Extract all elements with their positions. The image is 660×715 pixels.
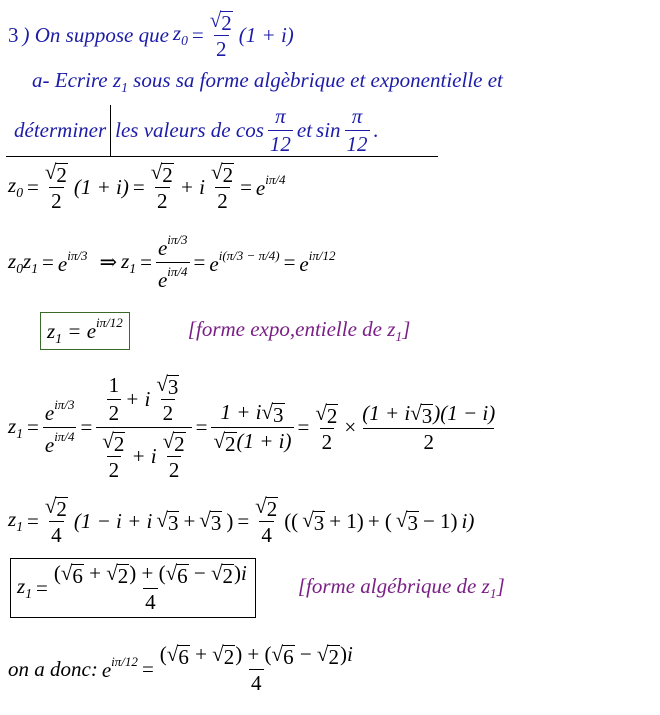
sqrt-arg: 3 (167, 375, 179, 399)
sqrt-arg: 3 (421, 403, 433, 428)
sqrt-arg: 3 (210, 511, 222, 535)
fraction-sqrt2-over-2: √ 2 2 (211, 160, 234, 214)
sqrt-arg: 2 (326, 403, 338, 428)
numerator-part: )(1 − i) (433, 400, 496, 425)
e-base: e (157, 268, 168, 293)
product-fraction: (1 + i √ 3 )(1 − i) 2 (362, 400, 496, 454)
z-var: z (8, 173, 17, 198)
implies-arrow: ⇒ (99, 250, 118, 275)
label-exponential-form: [forme expo,entielle de $z_1$] (187, 317, 411, 344)
period: . (373, 118, 379, 142)
sqrt-arg: 2 (113, 432, 125, 457)
expr-part: − 1) (422, 508, 458, 533)
equation-z1-derivation: $z_0z_1$ = $e^{i\pi/3}$ ⇒ $z_1$ = $e^{i\pi/3}$ $e^{i\pi/4}$ = $e^{i(\pi/3 - \pi/4)}$ = $e^{i\pi/12}$ (8, 232, 336, 293)
result-box-exp: $z_1 = e^{i\pi/12}$ (40, 312, 130, 350)
expr-part: + 1) (329, 508, 364, 533)
one-plus-i: (1 + i) (238, 22, 294, 47)
equation-z1-ratio: $z_1$ = $e^{i\pi/3}$ $e^{i\pi/4}$ = 1 2 + i √ 3 2 √ 2 2 + i √ 2 2 = 1 + i √ 3 √ 2 (1 + i) = √ 2 2 × (1 + i √ 3 )(1 − i) 2 (8, 372, 496, 483)
close-paren: ) (226, 508, 234, 533)
exponent: iπ/4 (54, 429, 75, 445)
e-base: e (299, 252, 309, 277)
sqrt-arg: 6 (177, 564, 188, 588)
expr-part: i) (461, 508, 475, 533)
exponent: iπ/12 (111, 654, 138, 670)
plus-sign: + (183, 508, 196, 533)
denominator: 2 (363, 428, 494, 455)
exponent: iπ/12 (308, 248, 336, 264)
question-text: ) On suppose que (22, 22, 169, 47)
sqrt-arg: 6 (72, 564, 83, 588)
determine-word: déterminer (14, 118, 107, 142)
e-base: e (44, 401, 55, 426)
i-unit: i (144, 386, 151, 411)
label-subscript: 1 (395, 328, 403, 344)
denominator-text: (1 + i) (236, 429, 292, 454)
denominator: 4 (145, 590, 156, 615)
z-subscript: 0 (16, 184, 24, 200)
sqrt-arg: 2 (223, 645, 235, 669)
one-plus-i: (1 + i) (73, 174, 129, 199)
fraction-sqrt2-over-4: √ 2 4 (44, 494, 67, 548)
exponent: iπ/4 (167, 264, 188, 280)
e-base: e (44, 433, 55, 458)
question-number: 3 (8, 22, 19, 47)
denominator: 4 (251, 671, 262, 696)
sqrt-arg: 2 (225, 432, 236, 457)
z-subscript: 1 (16, 425, 24, 441)
pi-symbol: π (275, 104, 286, 128)
denominator: 2 (51, 189, 62, 214)
fraction-sqrt2-over-2: √ 2 2 (150, 160, 173, 214)
exponent: iπ/3 (167, 232, 188, 247)
denominator: 4 (261, 523, 272, 548)
i-unit: i (150, 443, 157, 468)
z-subscript: 1 (16, 518, 24, 534)
twelve: 12 (269, 132, 291, 156)
sqrt-arg: 2 (221, 11, 232, 35)
pi-over-12-sin (345, 104, 370, 157)
z-var: z (17, 574, 26, 599)
exponent: iπ/3 (67, 248, 88, 264)
denominator: 2 (157, 189, 168, 214)
e-base: e (57, 252, 68, 277)
plus-i: + i (179, 174, 206, 199)
sqrt-arg: 2 (56, 497, 67, 521)
equation-z1-expand: $z_1$ = √ 2 4 (1 − i + i √ 3 + √ 3 ) = √ 2 4 (( √ 3 + 1) + ( √ 3 − 1) i) (8, 494, 475, 548)
expr-part: + ( (367, 508, 392, 533)
sqrt-arg: 2 (162, 163, 173, 187)
algebraic-ratio-fraction: 1 2 + i √ 3 2 √ 2 2 + i √ 2 2 (96, 372, 191, 483)
label-subscript: 1 (489, 585, 497, 601)
exponent: i(π/3 − π/4) (218, 248, 280, 264)
sqrt-arg: 2 (328, 645, 339, 669)
denominator: 2 (216, 37, 227, 62)
part-a-line-2 (12, 104, 381, 157)
two: 2 (108, 400, 120, 425)
denominator: 4 (51, 523, 62, 548)
result-box-algebraic: $z_1$ = ( √ 6 + √ 2 ) + ( √ 6 − √ 2 )i 4 (10, 558, 256, 618)
z-var: z (8, 507, 17, 532)
numerator-text: 1 + i (220, 400, 262, 424)
e-base: e (101, 658, 112, 683)
one: 1 (108, 372, 120, 397)
sqrt-arg: 3 (407, 511, 418, 535)
e-base: e (255, 176, 266, 201)
numerator-part: (1 + i (362, 400, 411, 425)
sqrt-arg: 6 (178, 645, 189, 669)
two: 2 (162, 401, 174, 426)
pi-symbol: π (351, 104, 363, 128)
z-subscript: 0 (181, 32, 188, 48)
text-cursor (110, 105, 111, 157)
expr-part: (1 − i + i (73, 508, 153, 533)
z-var: z (47, 319, 56, 344)
sqrt-arg: 3 (167, 511, 179, 535)
equals-sign: = (191, 22, 204, 47)
denominator: 2 (217, 189, 228, 214)
sqrt-arg: 2 (174, 432, 185, 457)
and-word: et (296, 118, 313, 142)
exponent: iπ/4 (265, 172, 286, 188)
open-parens: (( (284, 508, 299, 533)
fraction-sqrt2-over-2: √ 2 2 (315, 400, 338, 454)
separator-line (6, 156, 438, 157)
sqrt-arg: 2 (222, 564, 234, 588)
sqrt-arg: 2 (117, 564, 129, 588)
label-text: forme expo,entielle de z (195, 317, 396, 342)
part-a-prefix: a- Ecrire (32, 68, 113, 92)
sin-word: sin (316, 118, 341, 142)
sqrt-arg: 2 (222, 163, 234, 187)
e-base: e (86, 319, 97, 344)
sqrt-arg: 2 (266, 497, 278, 521)
values-of-cos-text: les valeurs de cos (115, 118, 264, 142)
sqrt-arg: 3 (273, 403, 284, 427)
z-var: z (8, 248, 17, 273)
simplified-fraction: 1 + i √ 3 √ 2 (1 + i) (213, 400, 292, 457)
question-3-statement (6, 8, 296, 62)
conclusion-fraction: ( √ 6 + √ 2 ) + ( √ 6 − √ 2 )i 4 (159, 642, 353, 696)
fraction-sqrt2-over-2: √ 2 2 (209, 8, 232, 62)
label-algebraic-form: [forme algébrique de $z_1$] (297, 574, 505, 601)
two: 2 (168, 458, 180, 483)
z-subscript: 0 (16, 260, 24, 276)
e-base: e (209, 252, 219, 277)
boxed-exponential-form (38, 312, 412, 350)
equation-z0: $z_0$ = √ 2 2 (1 + i) = √ 2 2 + i √ 2 2 = $e^{i\pi/4}$ (8, 160, 286, 214)
sqrt-arg: 2 (56, 163, 67, 187)
exponent: iπ/3 (54, 396, 75, 412)
fraction-sqrt2-over-2: √ 2 2 (44, 160, 67, 214)
z-var: z (23, 248, 32, 273)
z-subscript: 1 (129, 260, 137, 276)
conclusion-text: on a donc: (8, 656, 98, 681)
twelve: 12 (346, 132, 368, 156)
z-var: z (8, 413, 17, 438)
z-subscript: 1 (25, 585, 33, 601)
sqrt-arg: 6 (283, 645, 294, 669)
z1-subscript: 1 (121, 79, 128, 95)
pi-over-12-cos (268, 104, 293, 157)
z-subscript: 1 (55, 330, 63, 346)
exp-ratio-fraction (43, 397, 77, 458)
z-var: z (172, 21, 182, 46)
sqrt-arg: 3 (313, 511, 325, 535)
fraction-sqrt2-over-4: √ 2 4 (255, 494, 278, 548)
boxed-algebraic-form (8, 558, 507, 618)
exp-ratio-fraction (156, 232, 190, 293)
z-subscript: 1 (31, 260, 39, 276)
two: 2 (108, 458, 120, 483)
exponent: iπ/12 (96, 315, 123, 330)
part-a-suffix: sous sa forme algèbrique et exponentielle et (127, 68, 503, 92)
part-a-line-1 (32, 68, 503, 96)
conclusion-line: on a donc: $e^{i\pi/12}$ = ( √ 6 + √ 2 ) + ( √ 6 − √ 2 )i 4 (8, 642, 353, 696)
e-base: e (157, 236, 168, 261)
times-sign: × (344, 415, 357, 440)
denominator: 2 (321, 429, 333, 454)
label-text: forme algébrique de z (306, 574, 490, 599)
z1-var: z (112, 68, 122, 92)
z-var: z (121, 248, 130, 273)
algebraic-fraction: ( √ 6 + √ 2 ) + ( √ 6 − √ 2 )i 4 (53, 561, 247, 615)
